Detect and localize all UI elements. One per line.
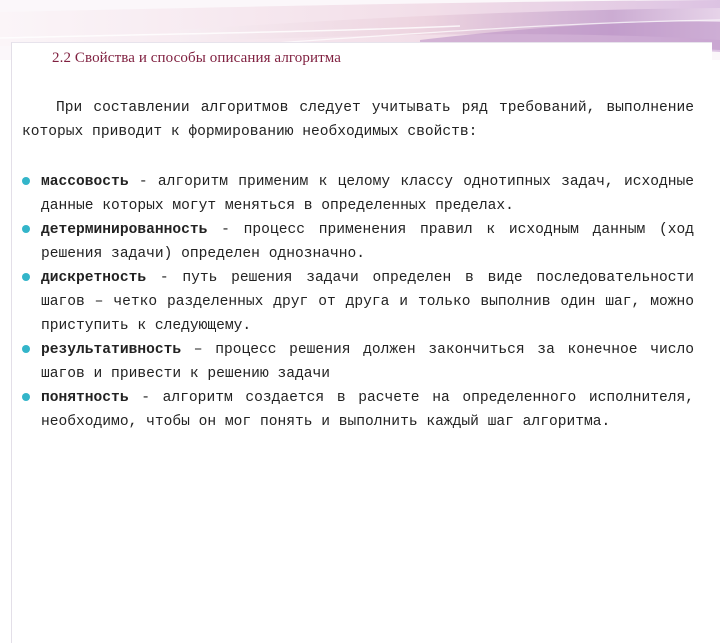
properties-list xyxy=(22,170,694,434)
property-description: - процесс применения правил к исходным данным (ход решения задачи) определен однозначно. xyxy=(41,222,694,262)
property-term: понятность xyxy=(41,390,129,406)
property-description: – процесс решения должен закончиться за конечное число шагов и привести к решению задачи xyxy=(41,342,694,382)
bullet-icon xyxy=(22,273,30,281)
slide-title: 2.2 Свойства и способы описания алгоритма xyxy=(52,50,342,66)
property-term: результативность xyxy=(41,342,182,358)
bullet-icon xyxy=(22,393,30,401)
property-item-clarity xyxy=(22,386,694,434)
intro-paragraph: При составлении алгоритмов следует учитывать ряд требований, выполнение которых приводит к формированию необходимых свойств: xyxy=(22,100,694,140)
property-description: - алгоритм создается в расчете на определенного исполнителя, необходимо, чтобы он мог понять и выполнить каждый шаг алгоритма. xyxy=(41,390,694,430)
bullet-icon xyxy=(22,177,30,185)
bullet-icon xyxy=(22,225,30,233)
property-term: детерминированность xyxy=(41,222,208,238)
property-description: - путь решения задачи определен в виде последовательности шагов – четко разделенных друг от друга и только выполнив один шаг, можно приступить к следующему. xyxy=(41,270,694,334)
property-item-mass xyxy=(22,170,694,218)
property-item-effectiveness xyxy=(22,338,694,386)
property-term: массовость xyxy=(41,174,129,190)
property-item-discreteness xyxy=(22,266,694,338)
property-item-determinism xyxy=(22,218,694,266)
property-description: - алгоритм применим к целому классу однотипных задач, исходные данные которых могут меняться в определенных пределах. xyxy=(41,174,694,214)
property-term: дискретность xyxy=(41,270,147,286)
bullet-icon xyxy=(22,345,30,353)
